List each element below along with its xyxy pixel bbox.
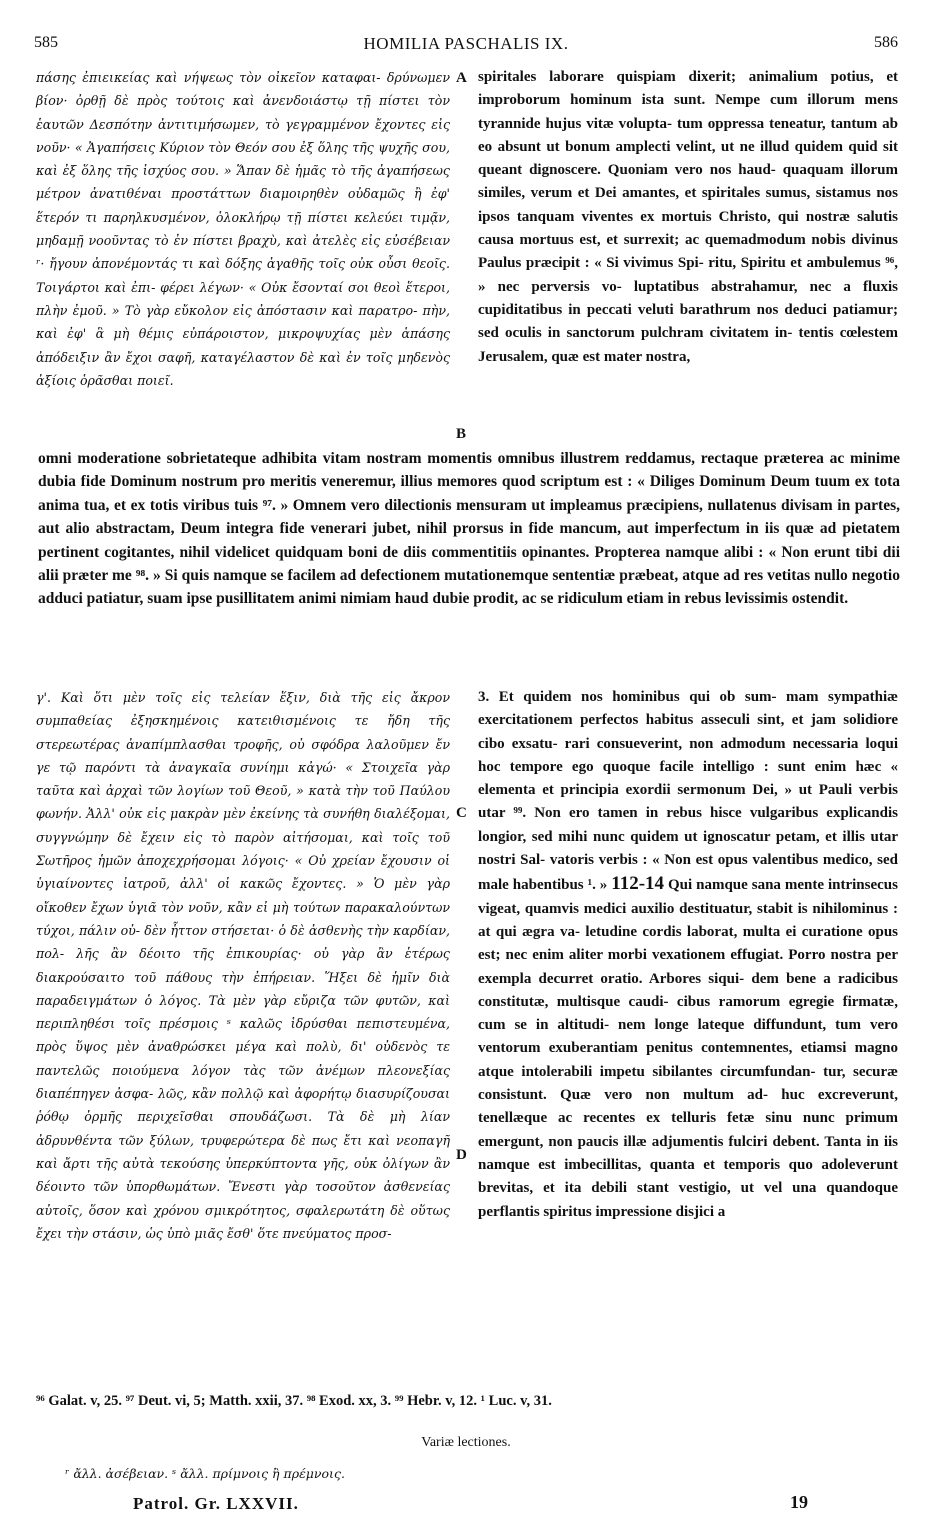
greek-column-upper — [36, 66, 450, 392]
margin-marker-b: B — [456, 426, 467, 442]
page-number-left: 585 — [34, 34, 58, 51]
reference-number: 112-14 — [611, 873, 665, 895]
running-title: HOMILIA PASCHALIS IX. — [363, 34, 569, 53]
running-header — [30, 34, 902, 60]
footnotes: ⁹⁶ Galat. v, 25. ⁹⁷ Deut. vi, 5; Matth. xxii, 37. ⁹⁸ Exod. xx, 3. ⁹⁹ Hebr. v, 12. ¹ Luc. v, 31. — [36, 1393, 552, 1409]
latin-column-lower — [478, 686, 898, 1224]
latin-full-width-paragraph — [38, 447, 900, 611]
margin-marker-a: A — [456, 70, 467, 86]
variae-lectiones-title: Variæ lectiones. — [421, 1435, 511, 1450]
latin-text-upper: spiritales laborare quispiam dixerit; animalium potius, et improborum hominum ista sunt. Nempe cum illorum mens tyrannide hujus vitæ volupta- tum oppressa teneatur, tantum ab eo absunt ut bonum amplecti velint, ut ne illud quidem quid sit queant dignoscere. Quoniam vero nos haud- quaquam illorum similes, verum et Dei amantes, et spiritales sumus, sistamus nos ipsos tanquam viventes ex mortuis Christo, qui nostræ salutis causa mortuus est, et surrexit; ac quemadmodum nobis divinus Paulus præcipit : « Si vivimus Spi- ritu, Spiritu et ambulemus ⁹⁶, » nec perversis vo- luptatibus abstrahamur, nec a fluxis cupiditatibus in peccati veluti barathrum nos deduci patiamur; sed oculis in sanctorum pulchram civitatem in- tentis cœlestem Jerusalem, quæ est mater nostra, — [478, 69, 898, 365]
margin-marker-d: D — [456, 1147, 467, 1163]
greek-text-lower: γ'. Καὶ ὅτι μὲν τοῖς εἰς τελείαν ἕξιν, διὰ τῆς εἰς ἄκρον συμπαθείας ἐξησκημένοις κατειθισμένοις τε ἤδη τῆς στερεωτέρας ἀναπίμπλασθαι τροφῆς, οὐ σφόδρα λαλοῦμεν ἔν γε τῷ παρόντι τὰ ἀναγκαῖα συνίημι κἀγώ· « Στοιχεῖα γὰρ ταῦτα καὶ ἀρχαὶ τῶν λογίων τοῦ Θεοῦ, » κατὰ τὴν τοῦ Παύλου φωνήν. Ἀλλ' οὐκ εἰς μακρὰν μὲν ἐκείνης τὰ συνήθη διαλέξομαι, συγγνώμην δὲ ἔχειν εἰς τὸ παρὸν αἰτήσομαι, καὶ τοῖς τοῦ Σωτῆρος ἡμῶν ἀποχεχρήσομαι λόγοις· « Οὐ χρείαν ἔχουσιν οἱ ὑγιαίνοντες ἰατροῦ, ἀλλ' οἱ κακῶς ἔχοντες. » Ὁ μὲν γὰρ οἴκοθεν ἔχων ὑγιᾶ τὸν νοῦν, κἂν εἰ μὴ τούτων παρακαλούντων τύχοι, πάλιν οὐ- δὲν ἧττον στήσεται· ὁ δὲ ἀσθενὴς τὴν καρδίαν, πολ- λῆς ἂν δέοιτο τῆς ἐπικουρίας· οὐ γὰρ ἂν ἑτέρως διακρούσαιτο τοῦ πάθους τὴν ἐπήρειαν. Ἥξει δὲ ἡμῖν διὰ παραδειγμάτων ὁ λόγος. Τὰ μὲν γὰρ εὔριζα τῶν φυτῶν, καὶ περιπληθέσι τοῖς πρέσμοις ˢ καλῶς ἱδρύσθαι πεπιστευμένα, πρὸς ὕψος μὲν ἀναθρώσκει μέγα καὶ πολὺ, δι' οὐδενὸς τε παντελῶς ποιούμενα λόγον τὰς τῶν ἀνέμων πλεονεξίας διαπέπηγεν ἀσφα- λῶς, κἂν πολλῷ καὶ ἀφορήτῳ διασυρίζουσαι ῥόθῳ ὁρμῆς περιχεῖσθαι σπουδάζωσι. Τὰ δὲ μὴ λίαν ἀδρυνθέντα τῶν ξύλων, τρυφερώτερα δὲ πως ἔτι καὶ νεοπαγῆ καὶ ἄρτι τῆς αὐτὰ τεκούσης ὑπερκύπτοντα γῆς, οὐκ ὀλίγων ἂν δέοιντο τῶν ὑπορθωμάτων. Ἔνεστι γὰρ τοσοῦτον ἀσθενείας αὐτοῖς, ὅσον καὶ χρόνου σμικρότητος, σφαλερωτάτη δὲ οὕτως ἔχει τὴν στάσιν, ὡς ὑπὸ μιᾶς ἔσθ' ὅτε πνεύματος προσ- — [36, 690, 450, 1241]
page-number-right: 586 — [874, 34, 898, 51]
latin-text-lower-b: Qui namque sana mente intrinsecus vigeat, quamvis medici auxilio destituatur, stabit is nihilominus : at qui ægra va- letudine cordis laborat, multa ei curatione opus est; nec enim aliter morbi vexationem effugiat. Porro nostra per exempla decurret oratio. Arbores siqui- dem bene a radicibus constitutæ, multisque caudi- cibus ramorum egregie firmatæ, cum se in altitudi- nem longe lateque diffundunt, tum vero ventorum exuberantiam penitus contemnentes, etiamsi magno atque intolerabili impetu sibilantes circumfundan- tur, securæ consistunt. Quæ vero non multum ad- huc excreverunt, tenellæque ac recentes ex telluris fetæ sinu nunc primum emergunt, non paucis illæ adjumentis fulciri debent. Tanta in iis namque est imbecillitas, quanta et temporis quo adoleverunt brevitas, et ita debili stant vestigio, ut vel una quandoque perflantis spiritus impressione disjici a — [478, 877, 898, 1220]
greek-text-upper: πάσης ἐπιεικείας καὶ νήψεως τὸν οἰκεῖον καταφαι- δρύνωμεν βίον· ὀρθῇ δὲ πρὸς τούτοις καὶ ἀνενδοιάστῳ τῇ πίστει τὸν ἑαυτῶν Δεσπότην ἀντιτιμήσωμεν, τὸ γεγραμμένον ἔχοντες εἰς νοῦν· « Ἀγαπήσεις Κύριον τὸν Θεόν σου ἐξ ὅλης τῆς ψυχῆς σου, καὶ ἐξ ὅλης τῆς ἰσχύος σου. » Ἅπαν δὲ ἡμᾶς τὸ τῆς ἀγαπήσεως μέτρον ἀνατιθέναι προστάττων διαμοιρηθὲν οὐδαμῶς ἢ ἐφ' ἕτερόν τι παρηλκυσμένον, ὁλοκλήρῳ τῇ πίστει κελεύει τιμᾷν, μηδαμῇ νοοῦντας τὸ ἐν πίστει βραχὺ, καὶ ἀτελὲς εἰς εὐσέβειαν ʳ· ἤγουν ἀπονέμοντάς τι καὶ δόξης ἀγαθῆς τοῖς οὐκ οὖσι θεοῖς. Τοιγάρτοι καὶ ἐπι- φέρει λέγων· « Οὐκ ἔσονταί σοι θεοὶ ἕτεροι, πλὴν ἐμοῦ. » Τὸ γὰρ εὔκολον εἰς ἀπόστασιν καὶ παρατρο- πὴν, καὶ ἐφ' ἃ μὴ θέμις εὐπάροιστον, μικροψυχίας μὲν ἁπάσης ἀπόδειξιν ἂν ἔχοι σαφῆ, καταγέλαστον δὲ καὶ ἐν τοῖς μηδενὸς ἀξίοις ὁρᾶσθαι ποιεῖ. — [36, 70, 450, 388]
greek-column-lower — [36, 686, 450, 1245]
signature-number: 19 — [790, 1492, 808, 1512]
margin-marker-c: C — [456, 805, 467, 821]
signature-mark: Patrol. Gr. LXXVII. — [133, 1494, 299, 1513]
variae-lectiones-text: ʳ ἄλλ. ἀσέβειαν. ˢ ἄλλ. πρίμνοις ἢ πρέμνοις. — [65, 1466, 345, 1481]
latin-column-upper — [478, 66, 898, 369]
latin-text-lower-a: 3. Et quidem nos hominibus qui ob sum- mam sympathiæ exercitationem perfectos habitus asseculi sint, et jam solidiore cibo exsatu- rari consueverint, non admodum necessaria loqui hoc tempore ego quoque facile intelligo : sunt enim hæc « elementa et principia exordii sermonum Dei, » ut Pauli verbis utar ⁹⁹. Non ero tamen in rebus hisce vulgaribus explicandis longior, sed mihi nunc quidem ut ignoscatur petam, et illis utar nostri Sal- vatoris verbis : « Non est opus valentibus medico, sed male habentibus ¹. » — [478, 689, 898, 894]
latin-text-full: omni moderatione sobrietateque adhibita vitam nostram momentis omnibus illustrem reddamus, rectaque præterea ac minime dubia fide Dominum nostrum pro meritis veneremur, illius memores quod scriptum est : « Diliges Dominum Deum tuum ex tota anima tua, et ex totis viribus tuis ⁹⁷. » Omnem vero dilectionis mensuram ut impleamus præcipiens, nullatenus divisam in partes, aut alio abstractam, Deum integra fide venerari jubet, nihil prorsus in fide mancum, aut imperfectum in iis quæ ad pietatem pertinent cogitantes, nihil videlicet quidquam boni de diis commentitiis opinantes. Propterea namque alibi : « Non erunt tibi dii alii præter me ⁹⁸. » Si quis namque se facilem ad defectionem mutationemque sententiæ præbeat, atque ad res vetitas nullo negotio adduci patiatur, suam ipse pusillitatem animi nimiam haud dubie prodit, ac se ridiculum etiam in rebus levissimis ostendit. — [38, 450, 900, 608]
